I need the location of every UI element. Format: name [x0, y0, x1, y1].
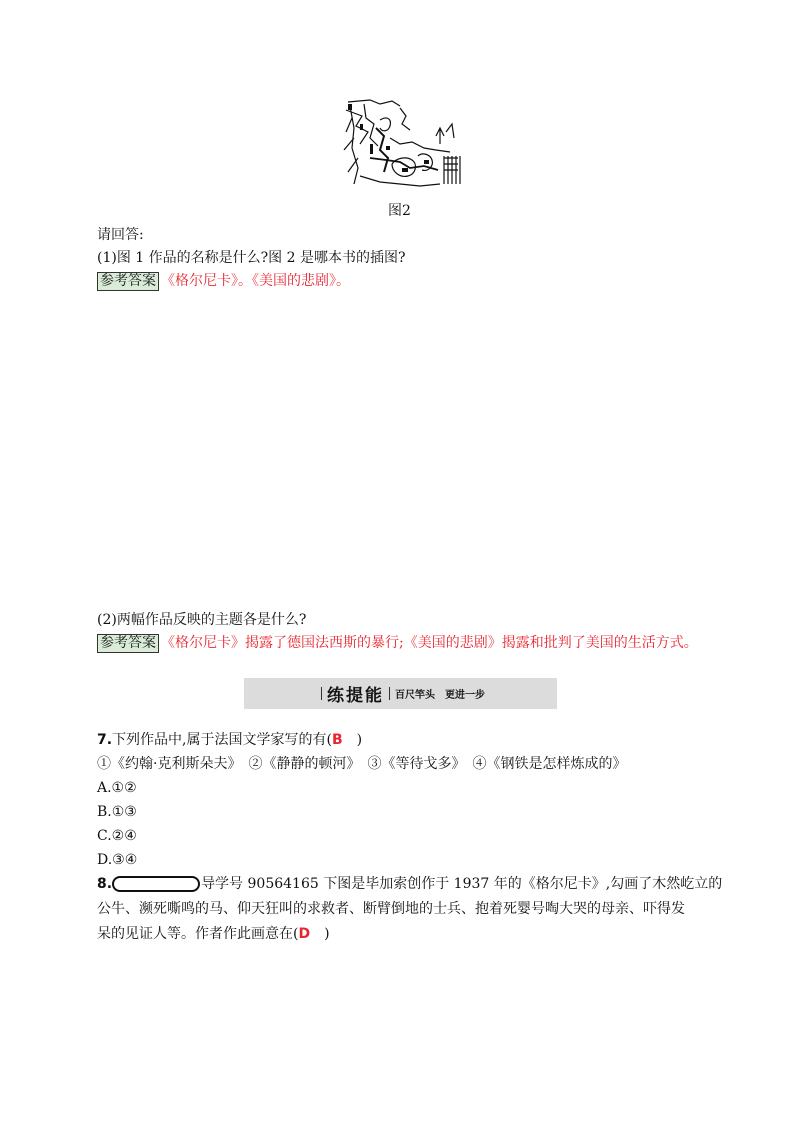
q6-sub1-answer: 《格尔尼卡》。《美国的悲剧》。: [161, 273, 350, 289]
q8-line1-text: 导学号 90564165 下图是毕加索创作于 1937 年的《格尔尼卡》,勾画了木然屹立的: [201, 876, 723, 892]
figure-2-illustration: [340, 98, 464, 190]
q7-option-b: B.①③: [97, 804, 137, 820]
section-banner: [244, 678, 557, 709]
q7-option-d: D.③④: [97, 852, 138, 868]
q7-items: ①《约翰·克利斯朵夫》 ②《静静的顿河》 ③《等待戈多》 ④《钢铁是怎样炼成的》: [97, 756, 627, 772]
q8-line3-text: 呆的见证人等。作者作此画意在(: [97, 926, 299, 942]
q7-stem: [97, 730, 362, 750]
q6-sub1-question: (1)图 1 作品的名称是什么?图 2 是哪本书的插图?: [97, 250, 406, 266]
figure-caption: 图2: [388, 203, 411, 219]
q8-answer: D: [298, 926, 311, 942]
q7-answer: B: [331, 732, 343, 748]
q7-stem-text: 下列作品中,属于法国文学家写的有(: [112, 732, 332, 748]
q8-line2: 公牛、濒死嘶鸣的马、仰天狂叫的求救者、断臂倒地的士兵、抱着死婴号啕大哭的母亲、吓得发: [97, 901, 685, 917]
q6-sub2-answer-row: [97, 633, 698, 653]
sketch-illustration: [340, 98, 464, 190]
q6-sub1-answer-row: [97, 271, 350, 291]
reference-answer-label: 参考答案: [97, 272, 159, 291]
q6-sub2-question: (2)两幅作品反映的主题各是什么?: [97, 612, 307, 628]
reference-answer-label: 参考答案: [97, 634, 159, 653]
q7-option-a: A.①②: [97, 780, 137, 796]
banner-title: 练提能: [327, 686, 384, 706]
q8-line3: [97, 924, 330, 944]
banner-subtitle: 百尺竿头 更进一步: [395, 690, 485, 701]
q8-line3-close: ): [310, 926, 330, 942]
q8-line1: [97, 874, 722, 894]
q8-number: 8.: [97, 876, 113, 892]
guide-number-badge: [112, 876, 200, 892]
divider: [389, 687, 390, 700]
q6-sub2-answer: 《格尔尼卡》揭露了德国法西斯的暴行;《美国的悲剧》揭露和批判了美国的生活方式。: [161, 635, 698, 651]
q7-number: 7.: [97, 732, 113, 748]
q6-prompt: 请回答:: [97, 227, 144, 243]
q7-stem-close: ): [342, 732, 363, 748]
q7-option-c: C.②④: [97, 828, 137, 844]
divider: [321, 687, 322, 700]
